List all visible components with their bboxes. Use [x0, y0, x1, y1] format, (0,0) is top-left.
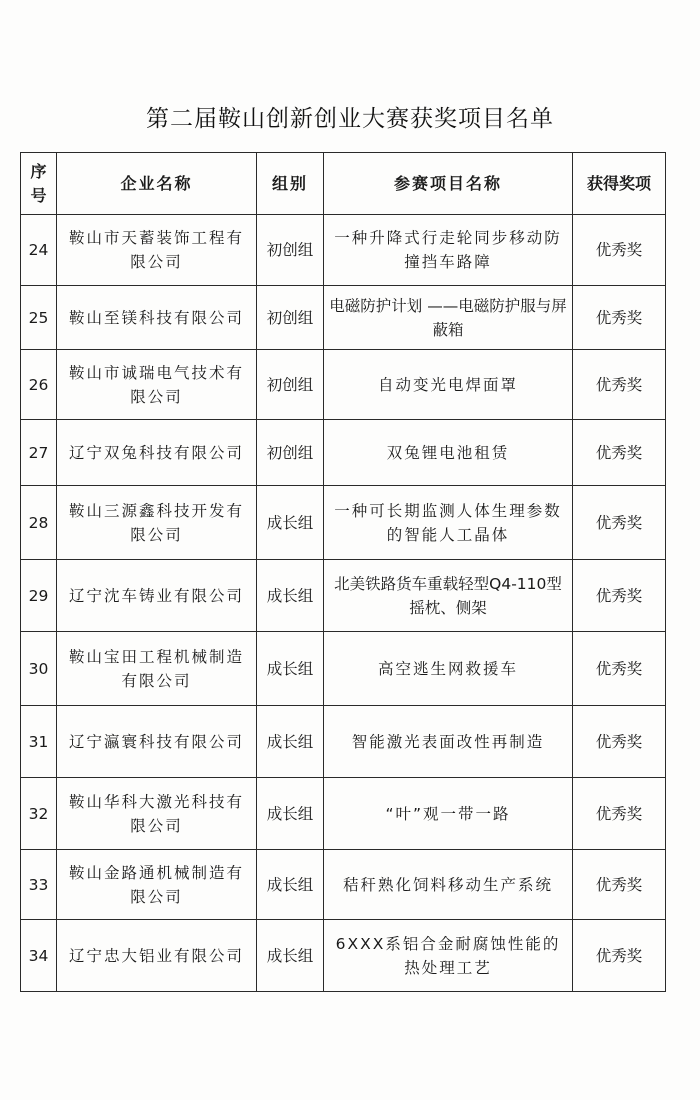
table-row: [21, 920, 666, 992]
table-row: [21, 350, 666, 420]
cell-project: 自动变光电焊面罩: [324, 350, 573, 420]
cell-company: 辽宁双兔科技有限公司: [57, 420, 257, 486]
cell-award: 优秀奖: [573, 778, 666, 850]
cell-no: 24: [21, 215, 57, 286]
cell-no: 31: [21, 706, 57, 778]
cell-company: 鞍山宝田工程机械制造有限公司: [57, 632, 257, 706]
cell-project: 一种升降式行走轮同步移动防撞挡车路障: [324, 215, 573, 286]
cell-company: 鞍山至镁科技有限公司: [57, 286, 257, 350]
table-row: [21, 215, 666, 286]
cell-project: 电磁防护计划 ——电磁防护服与屏蔽箱: [324, 286, 573, 350]
cell-company: 辽宁瀛寰科技有限公司: [57, 706, 257, 778]
cell-award: 优秀奖: [573, 486, 666, 560]
cell-company: 辽宁忠大铝业有限公司: [57, 920, 257, 992]
table-row: [21, 420, 666, 486]
cell-company: 鞍山华科大激光科技有限公司: [57, 778, 257, 850]
cell-no: 27: [21, 420, 57, 486]
cell-group: 初创组: [257, 286, 324, 350]
cell-company: 鞍山金路通机械制造有限公司: [57, 850, 257, 920]
cell-no: 30: [21, 632, 57, 706]
document-title: 第二届鞍山创新创业大赛获奖项目名单: [146, 106, 554, 132]
cell-group: 成长组: [257, 706, 324, 778]
cell-award: 优秀奖: [573, 420, 666, 486]
table-row: [21, 560, 666, 632]
table-row: [21, 286, 666, 350]
header-group: 组别: [257, 153, 324, 215]
header-award: 获得奖项: [573, 153, 666, 215]
cell-project: 6XXX系铝合金耐腐蚀性能的热处理工艺: [324, 920, 573, 992]
cell-group: 初创组: [257, 215, 324, 286]
cell-group: 成长组: [257, 560, 324, 632]
table-header-row: [21, 153, 666, 215]
cell-award: 优秀奖: [573, 215, 666, 286]
cell-project: 秸秆熟化饲料移动生产系统: [324, 850, 573, 920]
cell-group: 成长组: [257, 920, 324, 992]
table-row: [21, 632, 666, 706]
cell-award: 优秀奖: [573, 850, 666, 920]
cell-group: 初创组: [257, 350, 324, 420]
cell-no: 34: [21, 920, 57, 992]
cell-project: 北美铁路货车重载轻型Q4-110型摇枕、侧架: [324, 560, 573, 632]
table-body: [21, 215, 666, 992]
table-row: [21, 850, 666, 920]
table-row: [21, 486, 666, 560]
header-no: 序号: [21, 153, 57, 215]
table-row: [21, 778, 666, 850]
cell-company: 鞍山市天蓄装饰工程有限公司: [57, 215, 257, 286]
header-company: 企业名称: [57, 153, 257, 215]
cell-no: 26: [21, 350, 57, 420]
cell-company: 鞍山市诚瑞电气技术有限公司: [57, 350, 257, 420]
cell-group: 成长组: [257, 486, 324, 560]
cell-project: “叶”观一带一路: [324, 778, 573, 850]
awards-table: [20, 152, 666, 992]
cell-company: 鞍山三源鑫科技开发有限公司: [57, 486, 257, 560]
cell-project: 高空逃生网救援车: [324, 632, 573, 706]
cell-award: 优秀奖: [573, 286, 666, 350]
cell-no: 25: [21, 286, 57, 350]
cell-no: 28: [21, 486, 57, 560]
cell-award: 优秀奖: [573, 632, 666, 706]
cell-group: 成长组: [257, 778, 324, 850]
header-project: 参赛项目名称: [324, 153, 573, 215]
cell-no: 29: [21, 560, 57, 632]
cell-group: 成长组: [257, 850, 324, 920]
cell-no: 33: [21, 850, 57, 920]
cell-award: 优秀奖: [573, 706, 666, 778]
cell-project: 智能激光表面改性再制造: [324, 706, 573, 778]
cell-group: 初创组: [257, 420, 324, 486]
cell-company: 辽宁沈车铸业有限公司: [57, 560, 257, 632]
cell-award: 优秀奖: [573, 350, 666, 420]
cell-project: 一种可长期监测人体生理参数的智能人工晶体: [324, 486, 573, 560]
cell-award: 优秀奖: [573, 920, 666, 992]
cell-project: 双兔锂电池租赁: [324, 420, 573, 486]
cell-no: 32: [21, 778, 57, 850]
cell-group: 成长组: [257, 632, 324, 706]
cell-award: 优秀奖: [573, 560, 666, 632]
table-row: [21, 706, 666, 778]
